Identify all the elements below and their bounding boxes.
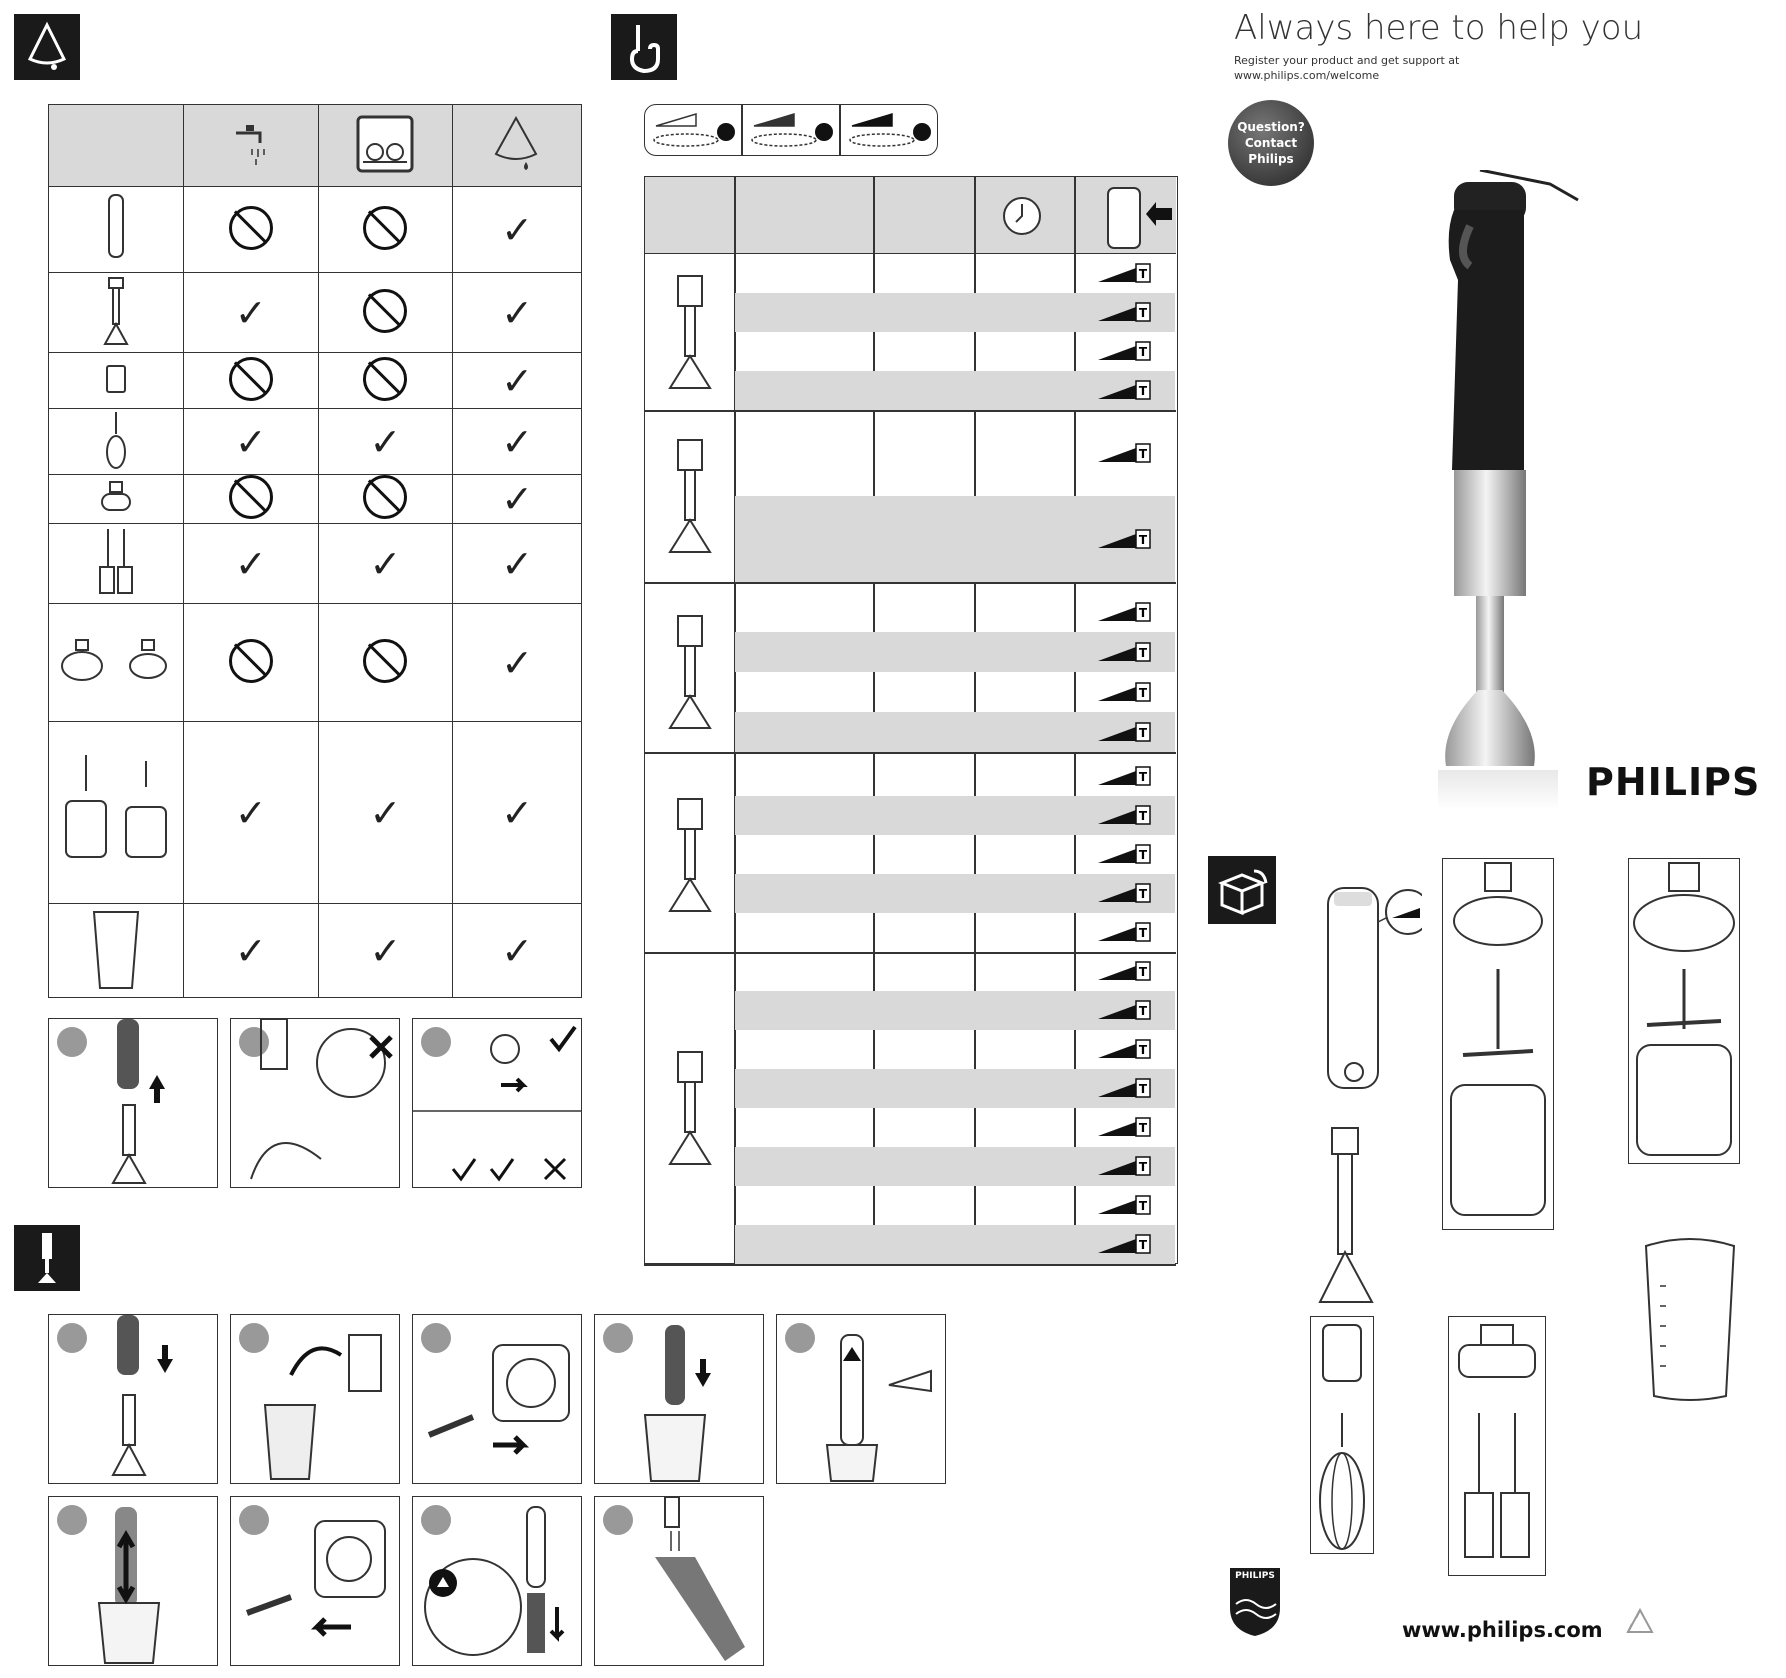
- check-icon: ✓: [501, 358, 534, 403]
- svg-text:T: T: [1138, 848, 1148, 862]
- svg-text:T: T: [1138, 1199, 1148, 1213]
- hand-pointer-icon: [611, 14, 677, 80]
- svg-text:T: T: [1138, 533, 1148, 547]
- check-icon: ✓: [234, 290, 267, 335]
- svg-text:T: T: [1138, 606, 1148, 620]
- speed-turbo-icon: [1096, 882, 1152, 904]
- cloth-icon: [492, 159, 542, 178]
- blender-bar-drawing: [660, 272, 720, 392]
- check-icon: ✓: [501, 790, 534, 835]
- speed-turbo-icon: [1096, 340, 1152, 362]
- contents-beaker: [1640, 1236, 1740, 1406]
- speed-turbo-icon: [1096, 601, 1152, 623]
- table-row: [49, 524, 582, 604]
- svg-text:T: T: [1138, 267, 1148, 281]
- page-title: Always here to help you: [1234, 8, 1644, 48]
- section-divider: [644, 582, 1176, 584]
- no-dishwasher-icon: [363, 206, 407, 250]
- shield-label: PHILIPS: [1235, 1571, 1275, 1581]
- speed-turbo-icon: [1096, 1194, 1152, 1216]
- beaters-drawing: [660, 612, 720, 732]
- table-row: [49, 409, 582, 475]
- table-row: [49, 722, 582, 904]
- table-row: [49, 475, 582, 524]
- assembly-step-7: [230, 1496, 400, 1666]
- table-row: [49, 187, 582, 273]
- speed-turbo-icon: [1096, 921, 1152, 943]
- assembly-step-8: [412, 1496, 582, 1666]
- speed-turbo-icon: [1096, 262, 1152, 284]
- support-badge-line-2: Contact: [1244, 136, 1298, 150]
- section-divider: [644, 752, 1176, 754]
- cleaning-step-3: [412, 1018, 582, 1188]
- whisk-drawing: [660, 436, 720, 556]
- svg-text:T: T: [1138, 447, 1148, 461]
- assembly-step-6: [48, 1496, 218, 1666]
- step-number: [57, 1323, 87, 1353]
- check-icon: ✓: [234, 541, 267, 586]
- svg-text:T: T: [1138, 686, 1148, 700]
- svg-text:T: T: [1138, 770, 1148, 784]
- no-rinse-icon: [229, 206, 273, 250]
- no-dishwasher-icon: [363, 357, 407, 401]
- svg-text:T: T: [1138, 1160, 1148, 1174]
- svg-text:T: T: [1138, 1043, 1148, 1057]
- no-dishwasher-icon: [363, 289, 407, 333]
- philips-shield-logo: [1226, 1564, 1284, 1638]
- check-icon: ✓: [501, 207, 534, 252]
- contents-large-chopper: [1628, 858, 1740, 1164]
- speed-turbo-icon: [1096, 1038, 1152, 1060]
- register-line-1: Register your product and get support at: [1234, 54, 1460, 67]
- speed-turbo-icon: [1096, 301, 1152, 323]
- svg-text:T: T: [1138, 809, 1148, 823]
- support-badge[interactable]: [1228, 100, 1314, 186]
- check-icon: ✓: [501, 419, 534, 464]
- svg-text:T: T: [1138, 306, 1148, 320]
- table-row: [49, 273, 582, 353]
- check-icon: ✓: [501, 541, 534, 586]
- timer-icon: [1000, 194, 1044, 238]
- speed-selector-icons: [644, 104, 938, 156]
- compact-chopper-drawing: [660, 795, 720, 915]
- contents-compact-chopper: [1442, 858, 1554, 1230]
- check-icon: ✓: [501, 477, 534, 521]
- support-badge-line-3: Philips: [1248, 152, 1294, 166]
- svg-text:T: T: [1138, 926, 1148, 940]
- cleaning-drop-icon: [14, 14, 80, 80]
- hand-blender-photo: [1420, 170, 1580, 770]
- check-icon: ✓: [501, 640, 534, 685]
- speed-turbo-icon: [1096, 379, 1152, 401]
- philips-wordmark: PHILIPS: [1586, 760, 1761, 804]
- speed-turbo-icon: [1096, 843, 1152, 865]
- hand-blender-icon: [14, 1225, 80, 1291]
- speed-turbo-icon: [1096, 804, 1152, 826]
- no-rinse-icon: [229, 475, 273, 519]
- no-dishwasher-icon: [363, 639, 407, 683]
- check-icon: ✓: [369, 928, 402, 973]
- faucet-icon: [226, 154, 276, 173]
- no-dishwasher-icon: [363, 475, 407, 519]
- check-icon: ✓: [501, 928, 534, 973]
- check-icon: ✓: [369, 541, 402, 586]
- check-icon: ✓: [234, 928, 267, 973]
- contents-whisk: [1310, 1316, 1374, 1554]
- speed-turbo-icon: [1096, 1116, 1152, 1138]
- assembly-step-4: [594, 1314, 764, 1484]
- cleaning-step-1: [48, 1018, 218, 1188]
- speed-turbo-icon: [1096, 960, 1152, 982]
- speed-turbo-icon: [1096, 1155, 1152, 1177]
- dishwasher-icon: [355, 159, 415, 178]
- svg-text:T: T: [1138, 965, 1148, 979]
- no-rinse-icon: [229, 357, 273, 401]
- svg-text:T: T: [1138, 726, 1148, 740]
- assembly-step-3: [412, 1314, 582, 1484]
- support-badge-line-1: Question?: [1237, 120, 1305, 134]
- svg-text:T: T: [1138, 1238, 1148, 1252]
- usage-table-header: [645, 177, 1176, 254]
- check-icon: ✓: [501, 290, 534, 335]
- svg-text:T: T: [1138, 887, 1148, 901]
- speed-turbo-icon: [1096, 528, 1152, 550]
- motor-unit-speed-icon: [1102, 184, 1174, 250]
- svg-text:T: T: [1138, 646, 1148, 660]
- assembly-step-1: [48, 1314, 218, 1484]
- contents-beaters: [1448, 1316, 1546, 1576]
- step-number: [57, 1027, 87, 1057]
- cleaning-table: [48, 104, 582, 998]
- speed-turbo-icon: [1096, 1233, 1152, 1255]
- speed-turbo-icon: [1096, 442, 1152, 464]
- contents-motor-unit: [1318, 882, 1422, 1112]
- table-row: [49, 353, 582, 409]
- speed-turbo-icon: [1096, 681, 1152, 703]
- check-icon: ✓: [234, 419, 267, 464]
- table-row: [49, 904, 582, 998]
- speed-turbo-icon: [1096, 999, 1152, 1021]
- cleaning-step-2: [230, 1018, 400, 1188]
- contents-blender-bar: [1316, 1126, 1376, 1306]
- svg-text:T: T: [1138, 1121, 1148, 1135]
- check-icon: ✓: [369, 419, 402, 464]
- svg-text:T: T: [1138, 384, 1148, 398]
- svg-text:T: T: [1138, 1004, 1148, 1018]
- no-rinse-icon: [229, 639, 273, 683]
- table-row: [49, 604, 582, 722]
- recycle-icon: [1620, 1606, 1660, 1644]
- large-chopper-drawing: [660, 1048, 720, 1168]
- speed-turbo-icon: [1096, 641, 1152, 663]
- svg-text:T: T: [1138, 1082, 1148, 1096]
- check-icon: ✓: [234, 790, 267, 835]
- section-divider: [644, 1264, 1176, 1266]
- assembly-step-2: [230, 1314, 400, 1484]
- check-icon: ✓: [369, 790, 402, 835]
- box-open-icon: [1208, 856, 1276, 924]
- speed-turbo-icon: [1096, 765, 1152, 787]
- website-link[interactable]: www.philips.com: [1402, 1618, 1603, 1642]
- svg-text:T: T: [1138, 345, 1148, 359]
- speed-turbo-icon: [1096, 1077, 1152, 1099]
- assembly-step-5: [776, 1314, 946, 1484]
- register-line-2: www.philips.com/welcome: [1234, 69, 1380, 82]
- speed-turbo-icon: [1096, 721, 1152, 743]
- assembly-step-9: [594, 1496, 764, 1666]
